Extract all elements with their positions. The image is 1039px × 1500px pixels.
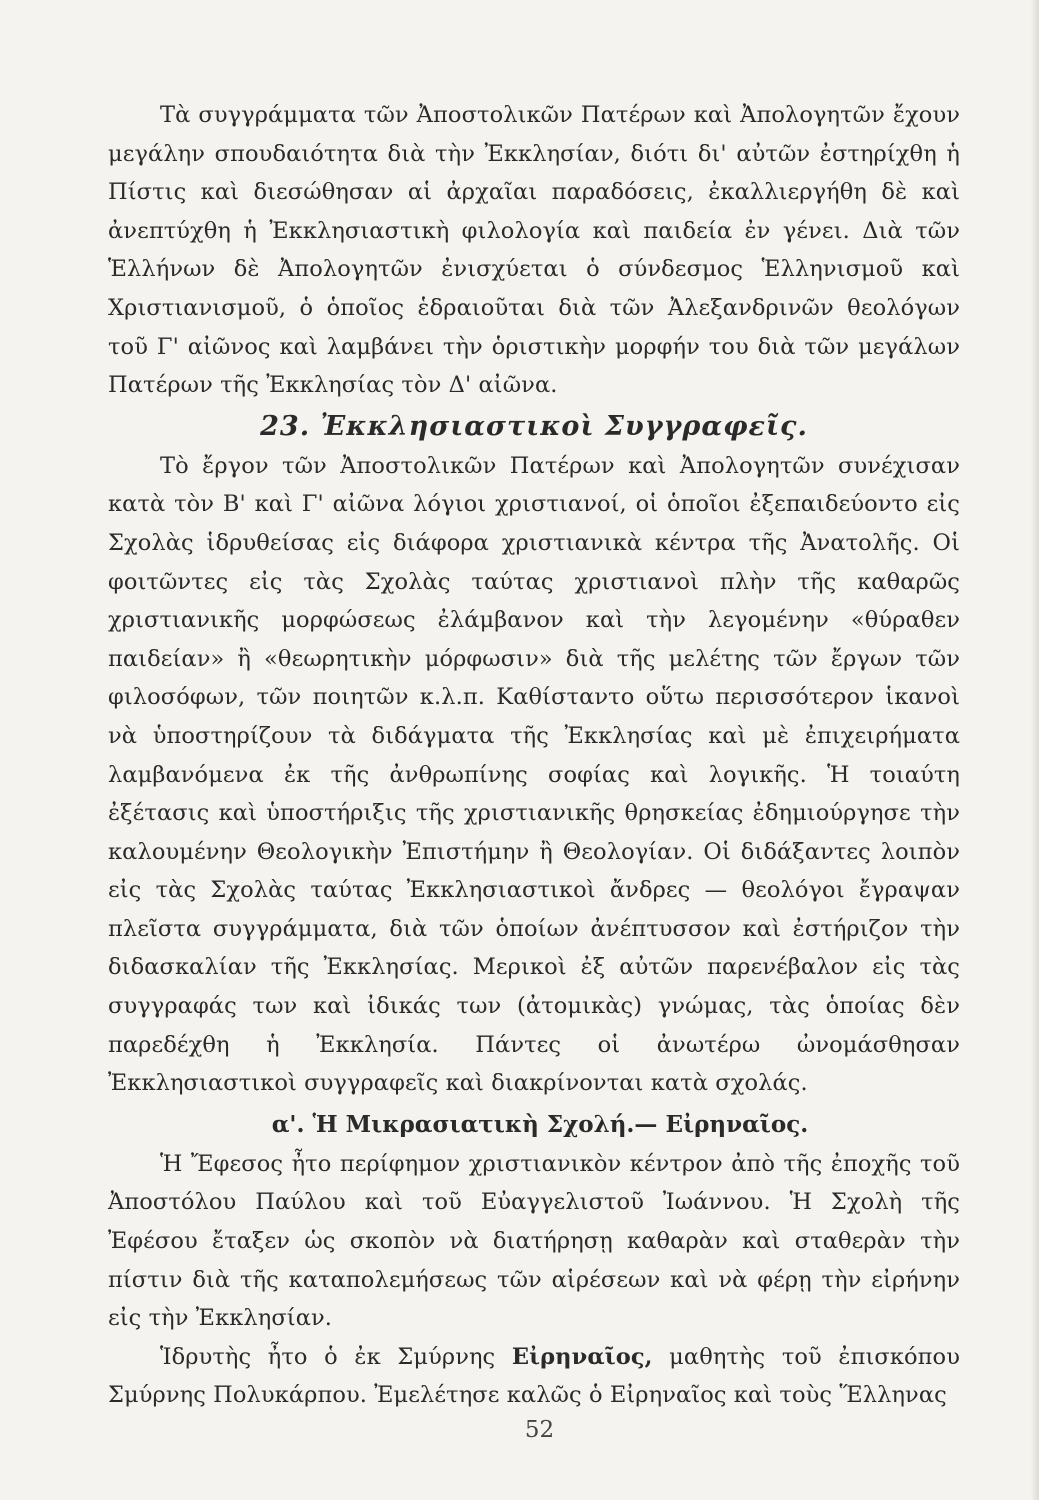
- irenaeus-text-before: Ἱδρυτὴς ἦτο ὁ ἐκ Σμύρνης: [160, 1343, 512, 1370]
- section-heading: 23. Ἐκκλησιαστικοὶ Συγγραφεῖς.: [260, 410, 808, 442]
- paragraph-ecclesiastical-writers: Τὸ ἔργον τῶν Ἀποστολικῶν Πατέρων καὶ Ἀπολογητῶν συνέχισαν κατὰ τὸν Β' καὶ Γ' αἰῶνα λόγιοι χριστιανοί, οἱ ὁποῖοι ἐξεπαιδεύοντο εἰς Σχολὰς ἱδρυθείσας εἰς διάφορα χριστιανικὰ κέντρα τῆς Ἀνατολῆς. Οἱ φοιτῶντες εἰς τὰς Σχολὰς ταύτας χριστιανοὶ πλὴν τῆς καθαρῶς χριστιανικῆς μορφώσεως ἐλάμβανον καὶ τὴν λεγομένην «θύραθεν παιδείαν» ἢ «θεωρητικὴν μόρφωσιν» διὰ τῆς μελέτης τῶν ἔργων τῶν φιλοσόφων, τῶν ποιητῶν κ.λ.π. Καθίσταντο οὕτω περισσότερον ἱκανοὶ νὰ ὑποστηρίζουν τὰ διδάγματα τῆς Ἐκκλησίας καὶ μὲ ἐπιχειρήματα λαμβανόμενα ἐκ τῆς ἀνθρωπίνης σοφίας καὶ λογικῆς. Ἡ τοιαύτη ἐξέτασις καὶ ὑποστήριξις τῆς χριστιανικῆς θρησκείας ἐδημιούργησε τὴν καλουμένην Θεολογικὴν Ἐπιστήμην ἢ Θεολογίαν. Οἱ διδάξαντες λοιπὸν εἰς τὰς Σχολὰς ταύτας Ἐκκλησιαστικοὶ ἄνδρες — θεολόγοι ἔγραψαν πλεῖστα συγγράμματα, διὰ τῶν ὁποίων ἀνέπτυσσον καὶ ἐστήριζον τὴν διδασκαλίαν τῆς Ἐκκλησίας. Μερικοὶ ἐξ αὐτῶν παρενέβαλον εἰς τὰς συγγραφάς των καὶ ἰδικάς των (ἀτομικὰς) γνώμας, τὰς ὁποίας δὲν παρεδέχθη ἡ Ἐκκλησία. Πάντες οἱ ἀνωτέρω ὠνομάσθησαν Ἐκκλησιαστικοὶ συγγραφεῖς καὶ διακρίνονται κατὰ σχολάς.: [108, 452, 960, 1097]
- paragraph-irenaeus: [108, 1338, 960, 1415]
- paragraph-apostolic-fathers: Τὰ συγγράμματα τῶν Ἀποστολικῶν Πατέρων καὶ Ἀπολογητῶν ἔχουν μεγάλην σπουδαιότητα διὰ τὴν Ἐκκλησίαν, διότι δι' αὐτῶν ἐστηρίχθη ἡ Πίστις καὶ διεσώθησαν αἱ ἀρχαῖαι παραδόσεις, ἐκαλλιεργήθη δὲ καὶ ἀνεπτύχθη ἡ Ἐκκλησιαστικὴ φιλολογία καὶ παιδεία ἐν γένει. Διὰ τῶν Ἑλλήνων δὲ Ἀπολογητῶν ἐνισχύεται ὁ σύνδεσμος Ἑλληνισμοῦ καὶ Χριστιανισμοῦ, ὁ ὁποῖος ἑδραιοῦται διὰ τῶν Ἀλεξανδρινῶν θεολόγων τοῦ Γ' αἰῶνος καὶ λαμβάνει τὴν ὁριστικὴν μορφήν του διὰ τῶν μεγάλων Πατέρων τῆς Ἐκκλησίας τὸν Δ' αἰῶνα.: [108, 102, 960, 399]
- subsection-heading: α'. Ἡ Μικρασιατικὴ Σχολή.— Εἰρηναῖος.: [271, 1110, 809, 1138]
- scan-edge-shadow: [1031, 0, 1039, 1500]
- irenaeus-text-after: μαθητὴς τοῦ ἐπισκόπου Σμύρνης Πολυκάρπου. Ἐμελέτησε καλῶς ὁ Εἰρηναῖος καὶ τοὺς Ἕλληνας: [108, 1343, 960, 1409]
- page-body: [108, 96, 960, 1415]
- page-number: 52: [524, 1417, 555, 1443]
- irenaeus-name-bold: Εἰρηναῖος,: [511, 1343, 653, 1370]
- paragraph-ephesus: Ἡ Ἔφεσος ἦτο περίφημον χριστιανικὸν κέντρον ἀπὸ τῆς ἐποχῆς τοῦ Ἀποστόλου Παύλου καὶ τοῦ Εὐαγγελιστοῦ Ἰωάννου. Ἡ Σχολὴ τῆς Ἐφέσου ἔταξεν ὡς σκοπὸν νὰ διατήρησῃ καθαρὰν καὶ σταθερὰν τὴν πίστιν διὰ τῆς καταπολεμήσεως τῶν αἱρέσεων καὶ νὰ φέρῃ τὴν εἰρήνην εἰς τὴν Ἐκκλησίαν.: [108, 1150, 960, 1332]
